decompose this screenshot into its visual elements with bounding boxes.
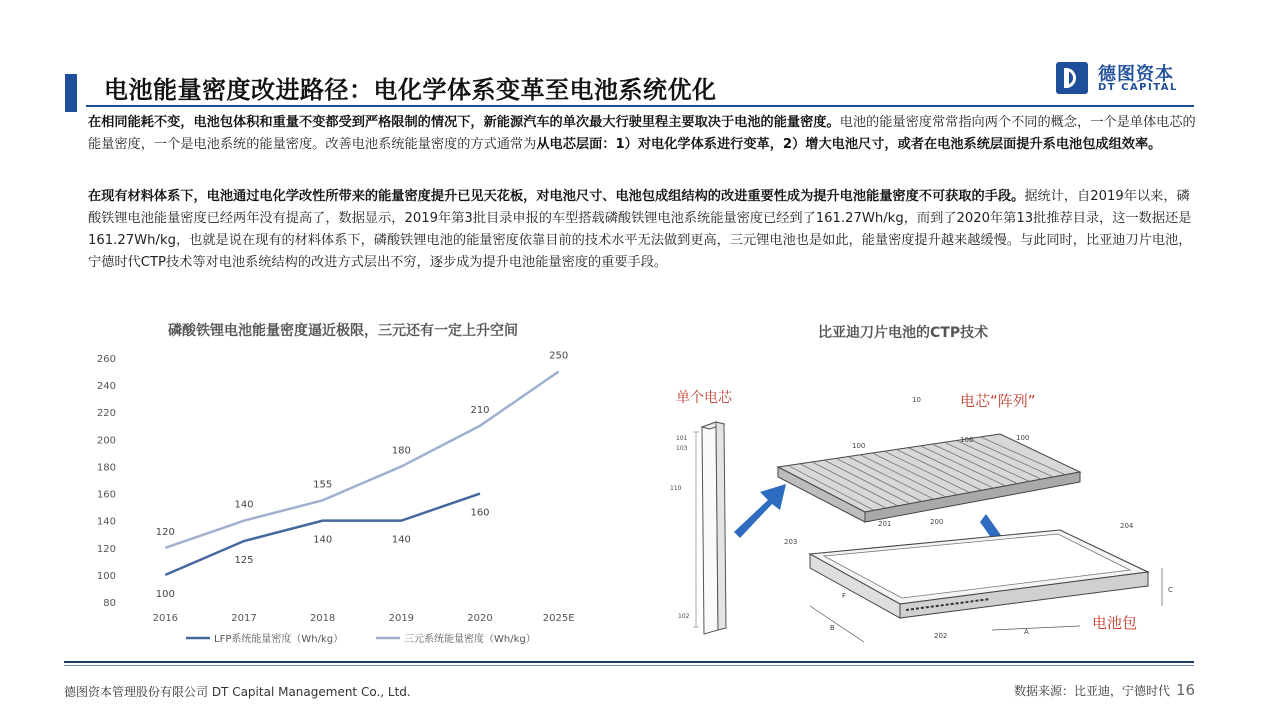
label-cell-array: 电芯“阵列” — [960, 392, 1036, 410]
logo-english-text: DT CAPITAL — [1098, 82, 1178, 93]
y-tick-label-2: 120 — [96, 543, 116, 555]
x-tick-label-5: 2025E — [542, 613, 575, 624]
y-tick-label-1: 100 — [96, 570, 116, 582]
y-tick-label-7: 220 — [96, 408, 116, 420]
y-tick-label-4: 160 — [96, 489, 116, 501]
dt-logo-icon — [1056, 62, 1088, 94]
paragraph-analysis-text: 据统计，自2019年以来，磷酸铁锂电池能量密度已经两年没有提高了，数据显示，2019年第3批目录申报的车型搭载磷酸铁锂电池系统能量密度已经到了161.27Wh/kg，而到了2020年第13批推荐目录，这一数据还是161.27Wh/kg，也就是说在现有的材料体系下，磷酸铁锂电池的能量密度依靠目前的技术水平无法做到更高，三元锂电池也是如此，能量密度提升越来越缓慢。与此同时，比亚迪刀片电池，宁德时代CTP技术等对电池系统结构的改进方式层出不穷，逐步成为提升电池能量密度的重要手段。 — [88, 189, 1192, 270]
x-tick-label-0: 2016 — [152, 613, 179, 624]
data-label-s0-4: 160 — [470, 507, 490, 519]
footer-source — [1014, 681, 1195, 699]
part-100-c: 100 — [1016, 434, 1030, 442]
logo-chinese-text: 德图资本 — [1098, 64, 1174, 85]
data-label-s0-3: 140 — [391, 534, 411, 546]
dim-b: B — [830, 624, 835, 632]
part-204: 204 — [1120, 522, 1134, 530]
data-label-s1-3: 180 — [391, 445, 411, 457]
x-tick-label-4: 2020 — [467, 613, 493, 624]
data-label-s1-5: 250 — [549, 350, 569, 362]
cell-array-drawing — [778, 434, 1080, 522]
part-202: 202 — [934, 632, 948, 640]
part-102: 102 — [678, 613, 690, 620]
paragraph-intro-bold: 在相同能耗不变，电池包体积和重量不变都受到严格限制的情况下，新能源汽车的单次最大行驶里程主要取决于电池的能量密度。 — [88, 115, 840, 130]
paragraph-intro-text: 电池的能量密度常常指向两个不同的概念，一个是单体电芯的能量密度，一个是电池系统的能量密度。改善电池系统能量密度的方式通常为 — [88, 115, 1196, 152]
title-accent-bar — [65, 74, 77, 112]
footer-divider-thin — [64, 665, 1194, 666]
data-label-s0-2: 140 — [313, 534, 333, 546]
y-tick-label-5: 180 — [96, 462, 116, 474]
page-number: 16 — [1176, 681, 1196, 699]
part-103: 103 — [676, 445, 688, 452]
ctp-technical-figure — [660, 372, 1190, 652]
x-tick-label-1: 2017 — [231, 613, 257, 624]
page-title: 电池能量密度改进路径：电化学体系变革至电池系统优化 — [104, 76, 717, 104]
paragraph-analysis-bold: 在现有材料体系下，电池通过电化学改性所带来的能量密度提升已见天花板，对电池尺寸、电池包成组结构的改进重要性成为提升电池能量密度不可获取的手段。 — [88, 189, 1025, 204]
data-label-s1-1: 140 — [234, 499, 254, 511]
single-cell-drawing — [693, 422, 726, 634]
data-label-s1-2: 155 — [313, 479, 333, 491]
ctp-figure-title: 比亚迪刀片电池的CTP技术 — [818, 325, 989, 341]
y-tick-label-6: 200 — [96, 435, 116, 447]
line-chart-title: 磷酸铁锂电池能量密度逼近极限，三元还有一定上升空间 — [168, 323, 518, 339]
paragraph-analysis — [88, 186, 1196, 274]
dim-a: A — [1024, 628, 1029, 636]
legend-label-1: 三元系统能量密度（Wh/kg） — [404, 634, 536, 645]
legend-label-0: LFP系统能量密度（Wh/kg） — [214, 634, 344, 645]
y-tick-label-9: 260 — [96, 354, 116, 365]
y-tick-label-3: 140 — [96, 516, 116, 528]
label-battery-pack: 电池包 — [1092, 614, 1138, 632]
header-divider — [86, 105, 1194, 107]
y-tick-label-8: 240 — [96, 381, 116, 393]
part-100-b: 100 — [960, 436, 974, 444]
dim-f: F — [842, 592, 847, 600]
data-label-s0-0: 100 — [155, 588, 175, 600]
arrow-cell-to-array-icon — [734, 484, 786, 538]
footer-divider — [64, 661, 1194, 663]
battery-pack-tray-drawing — [810, 530, 1148, 618]
part-100-a: 100 — [852, 442, 866, 450]
part-101: 101 — [676, 435, 688, 442]
data-label-s1-0: 120 — [155, 526, 175, 538]
paragraph-intro — [88, 112, 1196, 156]
part-10: 10 — [912, 396, 921, 404]
footer-source-text: 数据来源：比亚迪，宁德时代 — [1014, 684, 1171, 698]
x-tick-label-2: 2018 — [309, 613, 336, 624]
y-tick-label-0: 80 — [103, 598, 116, 609]
part-110: 110 — [670, 485, 682, 492]
part-201: 201 — [878, 520, 892, 528]
part-203: 203 — [784, 538, 798, 546]
data-label-s0-1: 125 — [234, 555, 254, 566]
label-single-cell: 单个电芯 — [676, 390, 732, 406]
dim-c: C — [1168, 586, 1173, 594]
logo — [1056, 60, 1196, 96]
paragraph-intro-bold-2: 从电芯层面：1）对电化学体系进行变革，2）增大电池尺寸，或者在电池系统层面提升系电池包成组效率。 — [536, 137, 1162, 152]
data-label-s1-4: 210 — [470, 404, 490, 416]
footer-company: 德图资本管理股份有限公司 DT Capital Management Co., Ltd. — [64, 685, 411, 699]
part-200: 200 — [930, 518, 944, 526]
energy-density-line-chart — [80, 340, 620, 650]
x-tick-label-3: 2019 — [388, 613, 415, 624]
